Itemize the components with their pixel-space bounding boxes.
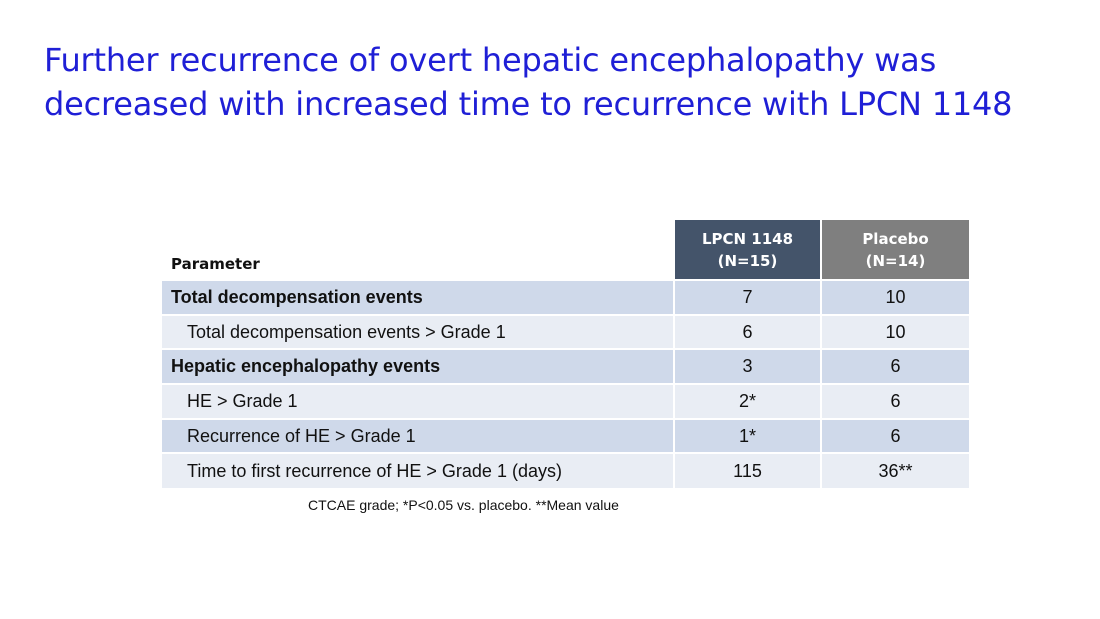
row-placebo-value: 10 [821, 315, 969, 350]
row-lpcn-value: 115 [674, 453, 821, 488]
header-parameter: Parameter [162, 220, 674, 280]
table-row [162, 419, 969, 454]
row-placebo-value: 6 [821, 419, 969, 454]
header-placebo-n: (N=14) [865, 251, 926, 270]
slide-title-line-1: Further recurrence of overt hepatic encephalopathy was [44, 41, 937, 79]
row-lpcn-value: 2* [674, 384, 821, 419]
row-lpcn-value: 3 [674, 349, 821, 384]
header-lpcn-name: LPCN 1148 [701, 229, 794, 248]
footnote: CTCAE grade; *P<0.05 vs. placebo. **Mean value [308, 497, 619, 513]
row-lpcn-value: 7 [674, 280, 821, 315]
row-placebo-value: 10 [821, 280, 969, 315]
table-row [162, 384, 969, 419]
row-lpcn-value: 6 [674, 315, 821, 350]
table-row [162, 315, 969, 350]
results-table [162, 220, 969, 488]
header-placebo [821, 220, 969, 280]
table-row [162, 453, 969, 488]
slide-title [44, 38, 1084, 126]
slide-title-line-2: decreased with increased time to recurrence with LPCN 1148 [44, 85, 1013, 123]
table-header-row [162, 220, 969, 280]
table-row [162, 280, 969, 315]
row-placebo-value: 36** [821, 453, 969, 488]
row-label: Time to first recurrence of HE > Grade 1 (days) [162, 453, 674, 488]
row-label: Total decompensation events [162, 280, 674, 315]
row-placebo-value: 6 [821, 384, 969, 419]
row-label: Recurrence of HE > Grade 1 [162, 419, 674, 454]
row-label: Hepatic encephalopathy events [162, 349, 674, 384]
row-placebo-value: 6 [821, 349, 969, 384]
row-lpcn-value: 1* [674, 419, 821, 454]
row-label: HE > Grade 1 [162, 384, 674, 419]
table-row [162, 349, 969, 384]
header-lpcn-n: (N=15) [717, 251, 778, 270]
row-label: Total decompensation events > Grade 1 [162, 315, 674, 350]
header-placebo-name: Placebo [862, 229, 929, 248]
header-lpcn-1148 [674, 220, 821, 280]
